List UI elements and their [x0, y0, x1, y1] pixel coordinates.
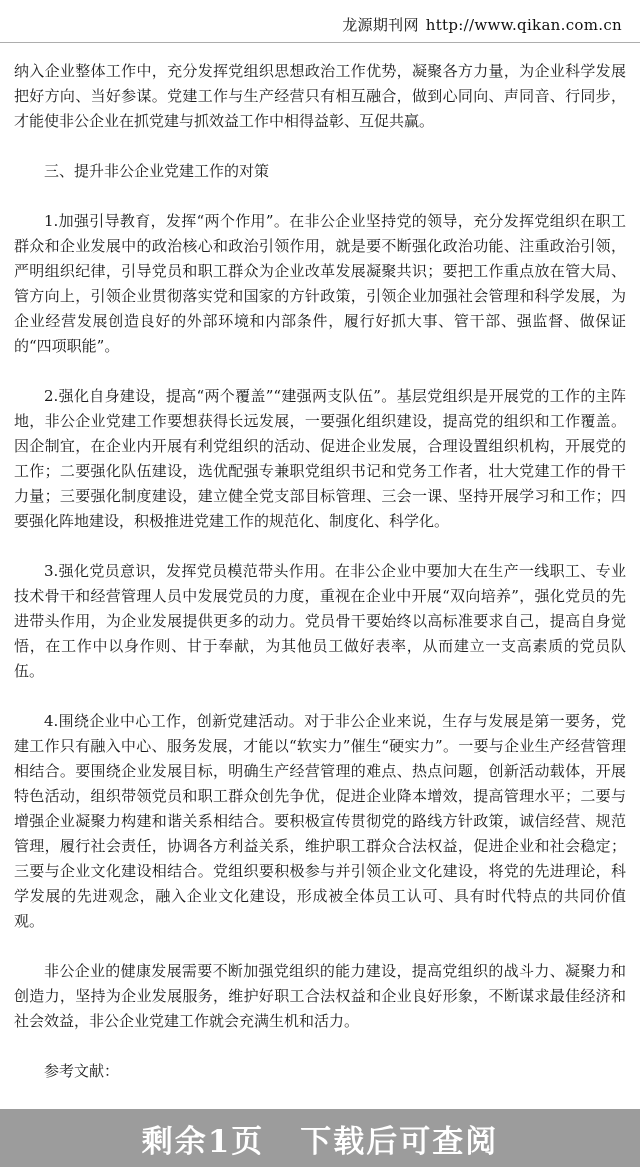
download-hint-text: 下载后可查阅	[300, 1123, 499, 1160]
section-heading: 三、提升非公企业党建工作的对策	[44, 162, 270, 180]
site-name: 龙源期刊网	[342, 16, 419, 34]
remaining-pages-text: 剩余1页	[141, 1123, 265, 1160]
paragraph-continuation: 纳入企业整体工作中，充分发挥党组织思想政治工作优势，凝聚各方力量，为企业科学发展把好方向、当好参谋。党建工作与生产经营只有相互融合，做到心同向、声同音、行同步，才能使非公企业在抓党建与抓效益工作中相得益彰、互促共赢。	[14, 62, 626, 130]
download-banner[interactable]	[0, 1109, 640, 1167]
article-body	[0, 43, 640, 1109]
paragraph-point-2: 2.强化自身建设，提高“两个覆盖”“建强两支队伍”。基层党组织是开展党的工作的主阵地，非公企业党建工作要想获得长远发展，一要强化组织建设，提高党的组织和工作覆盖。因企制宜，在企业内开展有利党组织的活动、促进企业发展，合理设置组织机构，开展党的工作；二要强化队伍建设，选优配强专兼职党组织书记和党务工作者，壮大党建工作的骨干力量；三要强化制度建设，建立健全党支部目标管理、三会一课、坚持开展学习和工作；四要强化阵地建设，积极推进党建工作的规范化、制度化、科学化。	[14, 387, 626, 530]
references-label: 参考文献：	[44, 1062, 120, 1080]
paragraph-conclusion: 非公企业的健康发展需要不断加强党组织的能力建设，提高党组织的战斗力、凝聚力和创造力，坚持为企业发展服务，维护好职工合法权益和企业良好形象，不断谋求最佳经济和社会效益，非公企业党建工作就会充满生机和活力。	[14, 962, 626, 1030]
page-header	[0, 0, 640, 42]
paragraph-point-4: 4.围绕企业中心工作，创新党建活动。对于非公企业来说，生存与发展是第一要务，党建工作只有融入中心、服务发展，才能以“软实力”催生“硬实力”。一要与企业生产经营管理相结合。要围绕企业发展目标，明确生产经营管理的难点、热点问题，创新活动载体，开展特色活动，组织带领党员和职工群众创先争优，促进企业降本增效，提高管理水平；二要与增强企业凝聚力构建和谐关系相结合。要积极宣传贯彻党的路线方针政策，诚信经营、规范管理，履行社会责任，协调各方利益关系，维护职工群众合法权益，促进企业和社会稳定；三要与企业文化建设相结合。党组织要积极参与并引领企业文化建设，将党的先进理论，科学发展的先进观念，融入企业文化建设，形成被全体员工认可、具有时代特点的共同价值观。	[14, 712, 626, 930]
paragraph-point-3: 3.强化党员意识，发挥党员模范带头作用。在非公企业中要加大在生产一线职工、专业技术骨干和经营管理人员中发展党员的力度，重视在企业中开展“双向培养”，强化党员的先进带头作用，为企业发展提供更多的动力。党员骨干要始终以高标准要求自己，提高自身觉悟，在工作中以身作则、甘于奉献，为其他员工做好表率，从而建立一支高素质的党员队伍。	[14, 562, 626, 680]
paragraph-point-1: 1.加强引导教育，发挥“两个作用”。在非公企业坚持党的领导，充分发挥党组织在职工群众和企业发展中的政治核心和政治引领作用，就是要不断强化政治功能、注重政治引领，严明组织纪律，引导党员和职工群众为企业改革发展凝聚共识；要把工作重点放在管大局、管方向上，引领企业贯彻落实党和国家的方针政策，引领企业加强社会管理和科学发展，为企业经营发展创造良好的外部环境和内部条件，履行好抓大事、管干部、强监督、做保证的“四项职能”。	[14, 212, 626, 355]
site-url-link[interactable]: http://www.qikan.com.cn	[425, 16, 622, 34]
